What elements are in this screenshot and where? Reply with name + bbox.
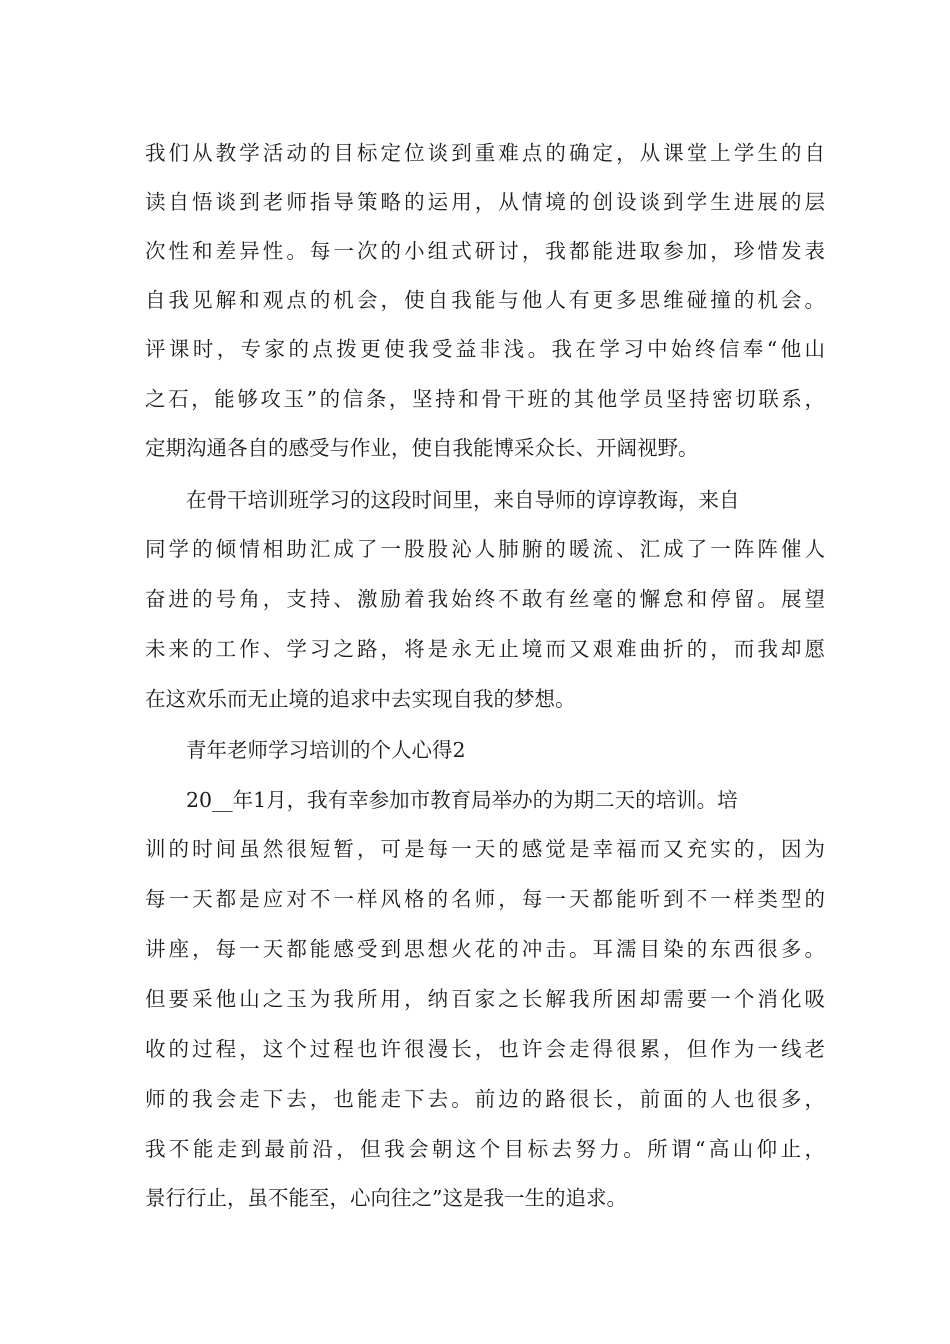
text-line: 在这欢乐而无止境的追求中去实现自我的梦想。 bbox=[145, 687, 576, 711]
text-line: 定期沟通各自的感受与作业，使自我能博采众长、开阔视野。 bbox=[145, 436, 699, 460]
text-line: 师的我会走下去，也能走下去。前边的路很长，前面的人也很多， bbox=[145, 1087, 825, 1111]
text-line: 次性和差异性。每一次的小组式研讨，我都能进取参加，珍惜发表 bbox=[145, 239, 825, 263]
paragraph-first-line: 在骨干培训班学习的这段时间里，来自导师的谆谆教诲，来自 bbox=[186, 488, 740, 512]
text-line: 读自悟谈到老师指导策略的运用，从情境的创设谈到学生进展的层 bbox=[145, 190, 825, 214]
text-line: 训的时间虽然很短暂，可是每一天的感觉是幸福而又充实的，因为 bbox=[145, 837, 825, 861]
text-line: 我不能走到最前沿，但我会朝这个目标去努力。所谓“高山仰止， bbox=[145, 1137, 825, 1161]
text-line: 自我见解和观点的机会，使自我能与他人有更多思维碰撞的机会。 bbox=[145, 288, 825, 312]
text-line: 评课时，专家的点拨更使我受益非浅。我在学习中始终信奉“他山 bbox=[145, 337, 825, 361]
text-line: 奋进的号角，支持、激励着我始终不敢有丝毫的懈怠和停留。展望 bbox=[145, 587, 825, 611]
text-line: 每一天都是应对不一样风格的名师，每一天都能听到不一样类型的 bbox=[145, 887, 825, 911]
text-line: 未来的工作、学习之路，将是永无止境而又艰难曲折的，而我却愿 bbox=[145, 637, 825, 661]
text-line: 之石，能够攻玉”的信条，坚持和骨干班的其他学员坚持密切联系， bbox=[145, 387, 825, 411]
section-heading: 青年老师学习培训的个人心得2 bbox=[186, 738, 466, 762]
paragraph-first-line: 20__年1月，我有幸参加市教育局举办的为期二天的培训。培 bbox=[186, 788, 738, 812]
text-line: 讲座，每一天都能感受到思想火花的冲击。耳濡目染的东西很多。 bbox=[145, 937, 825, 961]
text-line: 同学的倾情相助汇成了一股股沁人肺腑的暖流、汇成了一阵阵催人 bbox=[145, 537, 825, 561]
text-line: 景行行止，虽不能至，心向往之”这是我一生的追求。 bbox=[145, 1186, 627, 1210]
text-line: 收的过程，这个过程也许很漫长，也许会走得很累，但作为一线老 bbox=[145, 1037, 825, 1061]
text-line: 我们从教学活动的目标定位谈到重难点的确定，从课堂上学生的自 bbox=[145, 141, 825, 165]
text-line: 但要采他山之玉为我所用，纳百家之长解我所困却需要一个消化吸 bbox=[145, 987, 825, 1011]
